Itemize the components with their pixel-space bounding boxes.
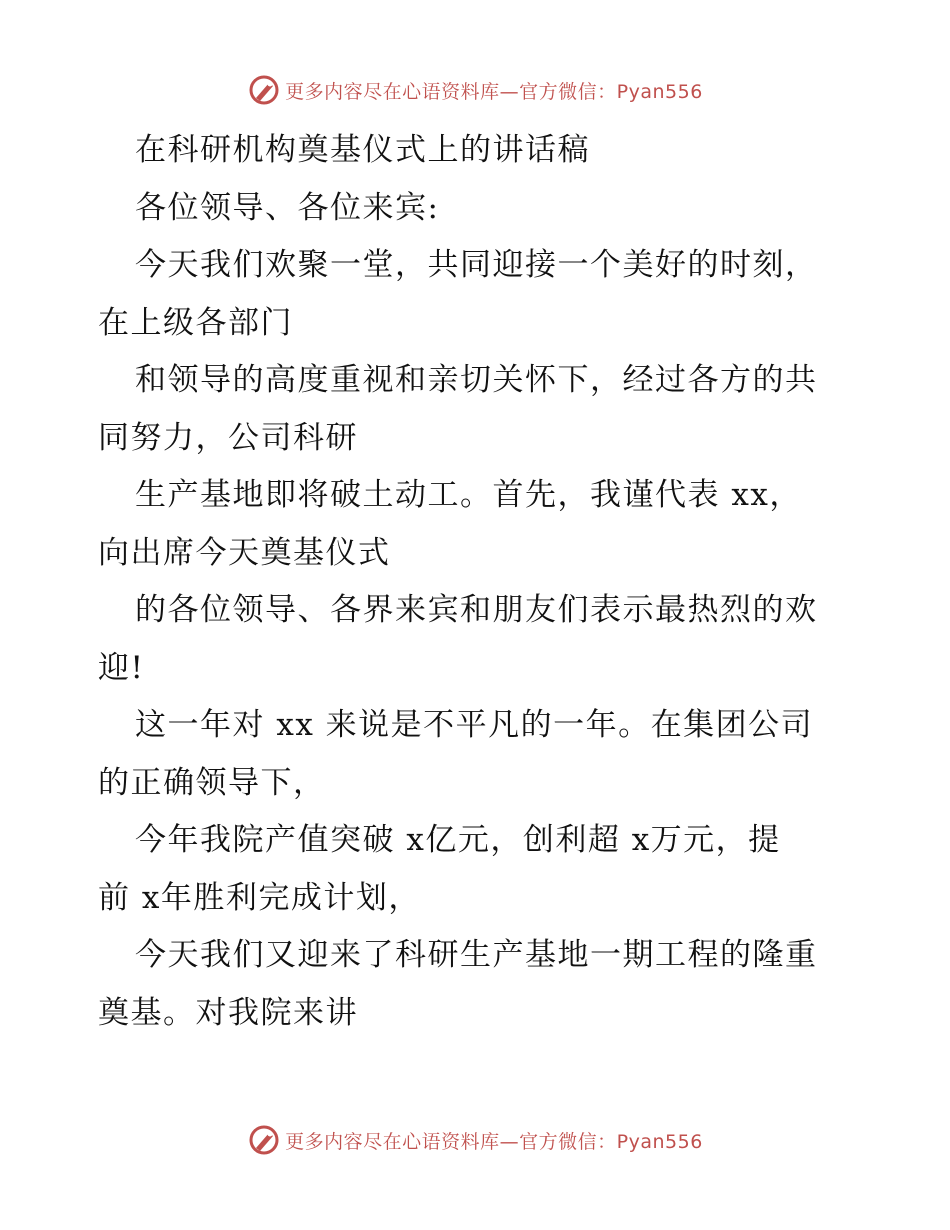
text-line: 今天我们又迎来了科研生产基地一期工程的隆重	[135, 937, 818, 973]
text-line: 奠基。对我院来讲	[98, 994, 358, 1031]
text-line: 今天我们欢聚一堂，共同迎接一个美好的时刻，	[135, 247, 818, 283]
text-line: 和领导的高度重视和亲切关怀下，经过各方的共	[135, 362, 818, 398]
text-line: 这一年对 xx 来说是不平凡的一年。在集团公司	[135, 707, 814, 743]
text-line: 前 x年胜利完成计划，	[98, 879, 421, 916]
header-watermark	[0, 70, 950, 110]
pen-logo-icon	[247, 73, 281, 107]
text-line: 生产基地即将破土动工。首先，我谨代表 xx，	[135, 477, 802, 513]
text-line: 的各位领导、各界来宾和朋友们表示最热烈的欢	[135, 592, 818, 628]
watermark-text: 更多内容尽在心语资料库—官方微信：Pyan556	[285, 1130, 703, 1153]
footer-watermark	[0, 1120, 950, 1160]
text-line: 的正确领导下，	[98, 764, 326, 801]
text-line: 同努力，公司科研	[98, 419, 358, 456]
watermark-text: 更多内容尽在心语资料库—官方微信：Pyan556	[285, 80, 703, 103]
text-line: 在上级各部门	[98, 304, 293, 341]
pen-logo-icon	[247, 1123, 281, 1157]
text-line: 迎!	[98, 649, 145, 686]
text-line: 各位领导、各位来宾:	[135, 189, 440, 226]
text-line: 向出席今天奠基仪式	[98, 534, 391, 571]
document-title: 在科研机构奠基仪式上的讲话稿	[135, 132, 590, 168]
text-line: 今年我院产值突破 x亿元，创利超 x万元，提	[135, 822, 781, 858]
document-body	[98, 122, 858, 1042]
